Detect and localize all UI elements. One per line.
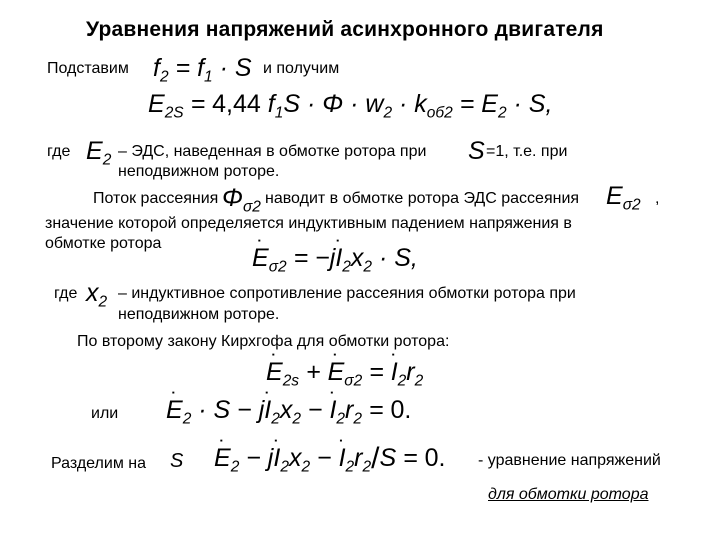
symbol-s-divide: S [170, 450, 184, 472]
gde2-label: где [54, 285, 78, 302]
obtain-label: и получим [263, 60, 340, 77]
symbol-s: S [468, 137, 485, 165]
formula-e-sigma2: ˙ $E_{\sigma 2}$ = −j˙ $I_2x_2 \cdot S$, [252, 244, 418, 272]
flux-description: наводит в обмотке ротора ЭДС рассеяния [265, 190, 580, 207]
e2-description-2: неподвижном роторе. [118, 163, 280, 180]
formula-final: ˙ $E_2$ − j˙ $I_2x_2$ − ˙ $I_2r_2/S = 0$. [214, 444, 445, 473]
flux-label: Поток рассеяния [93, 190, 219, 207]
formula-kirchhoff: ˙ $E_{2s}$ + ˙ $E_{\sigma 2}$ = ˙ $I_2r_2$ [266, 358, 423, 386]
or-label: или [91, 405, 119, 422]
formula-f2: $f_2 = f_1 \cdot S$ [153, 54, 252, 86]
formula-e2s: $E_{2S} = 4,44$ $f_1S \cdot \Phi \cdot w_2 \cdot k_{об2} = E_2 \cdot S$, [148, 90, 553, 122]
x2-description: – индуктивное сопротивление рассеяния обмотки ротора при [118, 285, 576, 302]
page-title: Уравнения напряжений асинхронного двигателя [86, 18, 604, 41]
value-description: значение которой определяется индуктивным падением напряжения в [45, 215, 572, 232]
note-equation-1: - уравнение напряжений [478, 452, 661, 469]
s-equals: =1, т.е. при [486, 143, 568, 160]
formula-or: ˙ $E_2 \cdot S$ − j˙ $I_2x_2$ − ˙ $I_2r_2 = 0$. [166, 396, 411, 424]
substitute-label: Подставим [47, 60, 129, 77]
x2-description-2: неподвижном роторе. [118, 306, 280, 323]
symbol-e2: $E_2$ [86, 137, 112, 169]
symbol-phi-sigma2: $\Phi_{\sigma 2}$ [222, 184, 261, 216]
symbol-x2: $x_2$ [86, 279, 108, 311]
note-equation-2: для обмотки ротора [488, 486, 649, 503]
e2-description: – ЭДС, наведенная в обмотке ротора при [118, 143, 427, 160]
kirchhoff-label: По второму закону Кирхгофа для обмотки ротора: [77, 333, 450, 350]
value-description-2: обмотке ротора [45, 235, 162, 252]
gde-label: где [47, 143, 71, 160]
divide-label: Разделим на [51, 455, 146, 472]
symbol-e-sigma2: $E_{\sigma 2}$ [606, 182, 641, 214]
flux-comma: , [655, 190, 660, 207]
